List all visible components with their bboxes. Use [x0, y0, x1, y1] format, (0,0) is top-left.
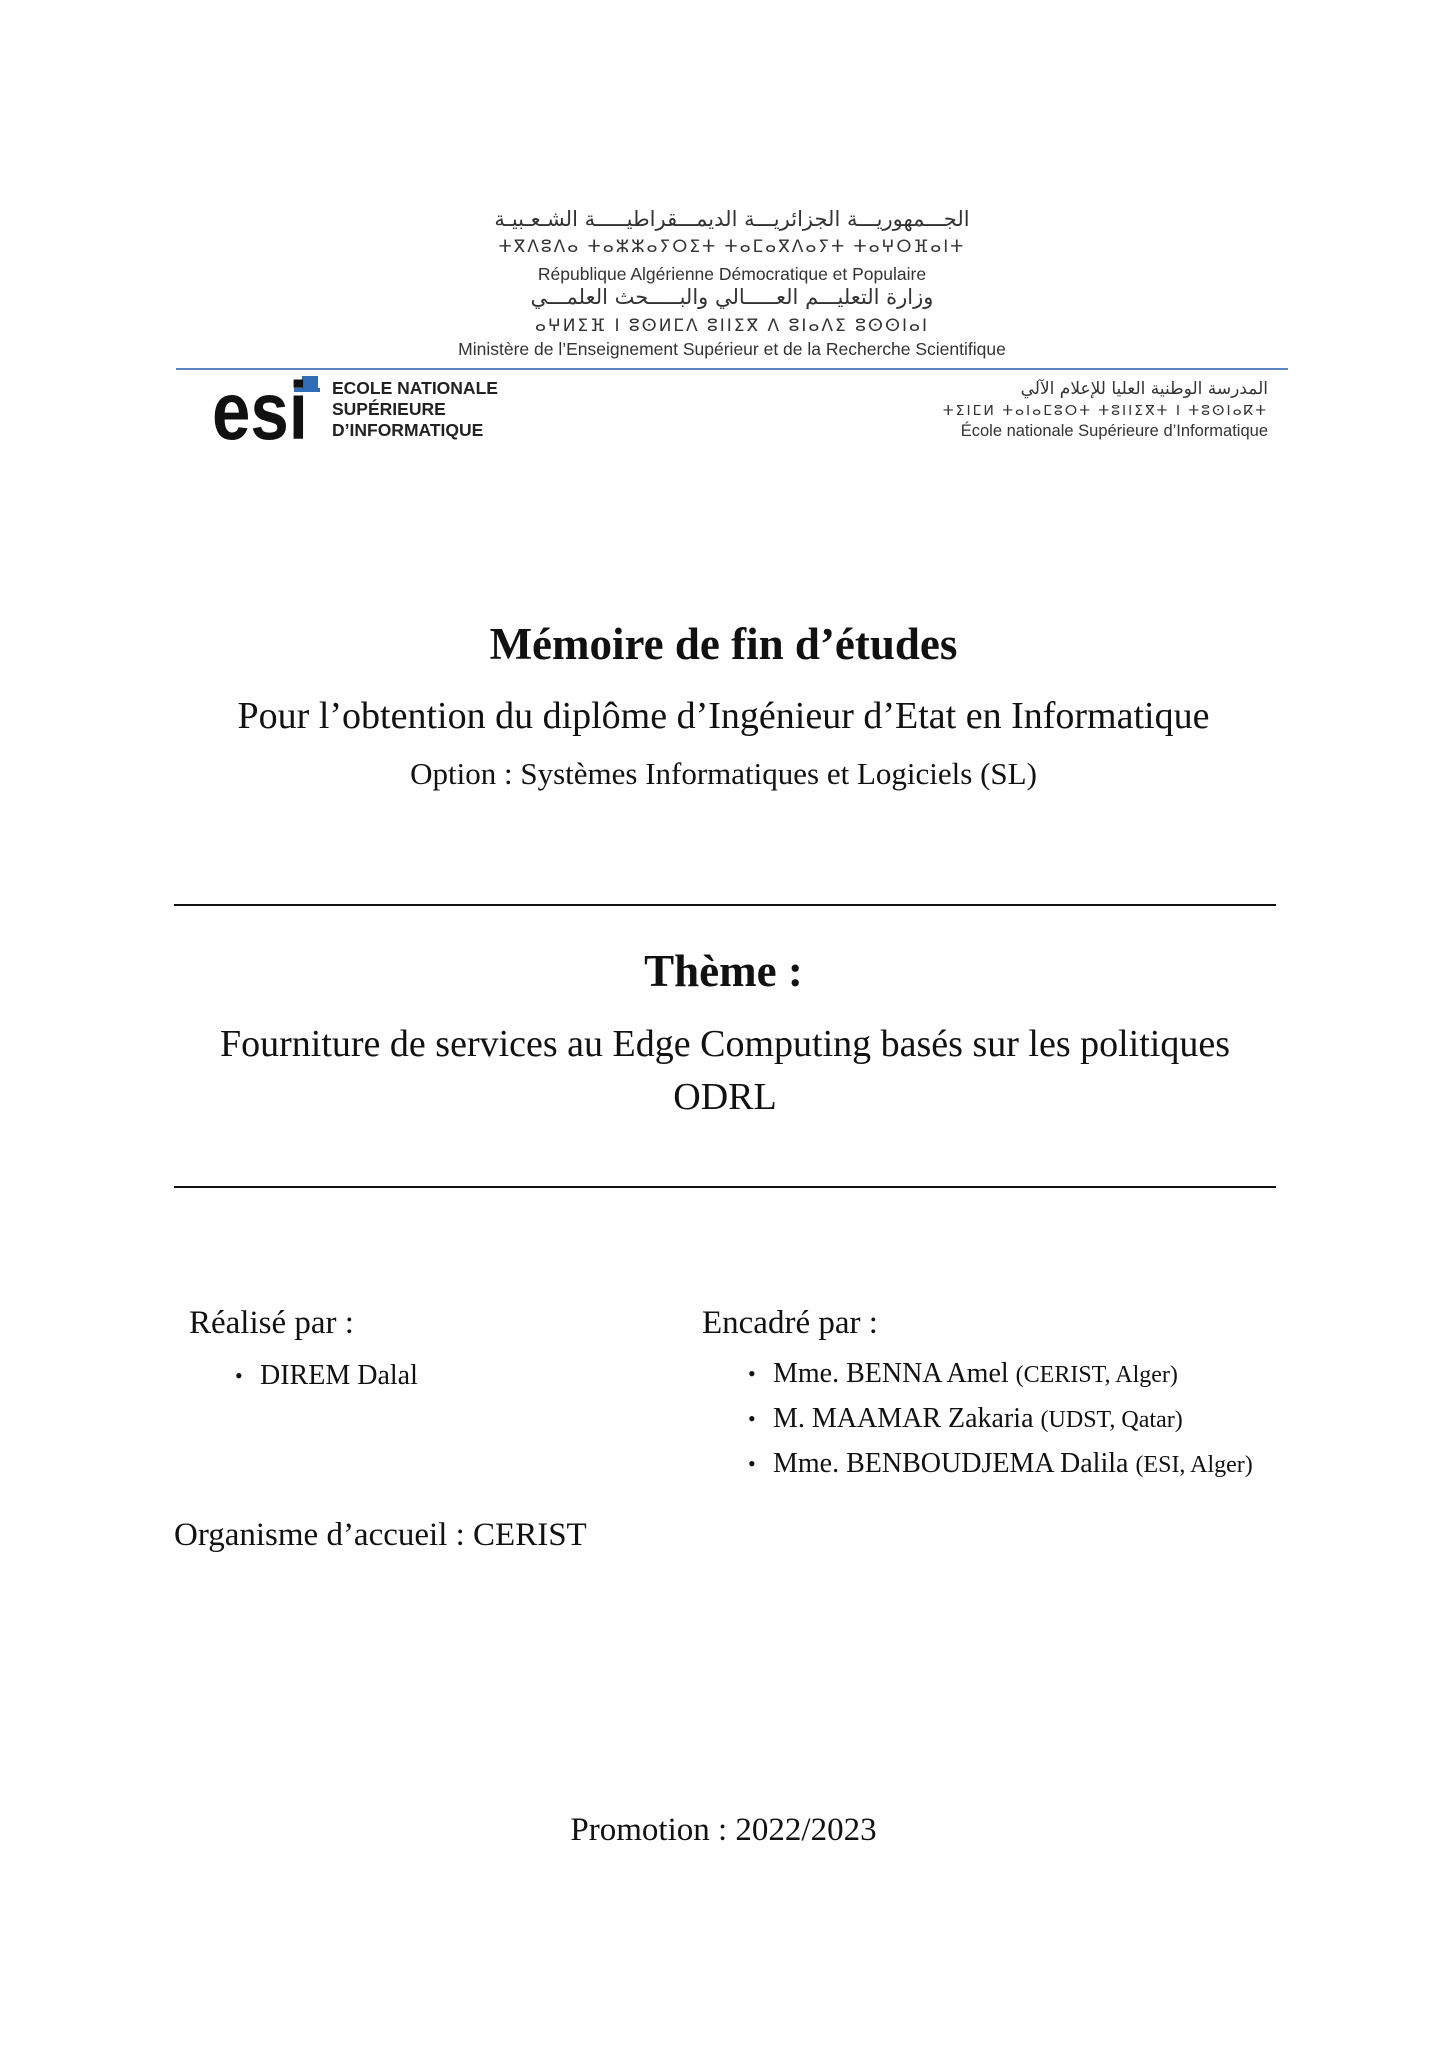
ministry-french: Ministère de l’Enseignement Supérieur et de la Recherche Scientifique: [458, 339, 1006, 359]
school-name-line: D’INFORMATIQUE: [332, 420, 484, 440]
supervisor-affiliation: (ESI, Alger): [1135, 1452, 1253, 1478]
school-name-tifinagh: ⵜⵉⵏⵎⵍ ⵜⴰⵏⴰⵎⵓⵔⵜ ⵜⵓⵏⵏⵉⴳⵜ ⵏ ⵜⵓⵙⵏⴰⴽⵜ: [942, 403, 1268, 419]
supervisor-name: Mme. BENNA Amel: [773, 1358, 1009, 1389]
document-option: Option : Systèmes Informatiques et Logiciels (SL): [410, 756, 1037, 791]
bullet-icon: •: [748, 1451, 756, 1476]
republic-arabic: الجـــمهوريـــة الجزائريـــة الديمـــقراطيـــــة الشـعـبيـة: [494, 207, 970, 231]
list-item: [748, 1397, 1253, 1442]
school-name-multilingual: [943, 377, 1268, 442]
document-subtitle: Pour l’obtention du diplôme d’Ingénieur d’Etat en Informatique: [237, 695, 1210, 737]
school-name-arabic: المدرسة الوطنية العليا للإعلام الآلي: [1020, 379, 1268, 399]
divider-top: [174, 904, 1276, 906]
theme-title: Fourniture de services au Edge Computing basés sur les politiques ODRL: [220, 1023, 1230, 1118]
list-item: [748, 1442, 1253, 1487]
bullet-icon: •: [748, 1361, 756, 1386]
republic-french: République Algérienne Démocratique et Populaire: [537, 264, 927, 284]
esi-logo: [212, 373, 320, 443]
list-item: [235, 1354, 418, 1397]
divider-bottom: [174, 1186, 1276, 1188]
ministry-tifinagh: ⴰⵖⵍⵉⴼ ⵏ ⵓⵙⵍⵎⴷ ⵓⵏⵏⵉⴳ ⴷ ⵓⵏⴰⴷⵉ ⵓⵙⵙⵏⴰⵏ: [534, 316, 930, 336]
supervisor-affiliation: (UDST, Qatar): [1040, 1407, 1183, 1433]
school-name-french: École nationale Supérieure d’Informatique: [960, 422, 1268, 440]
republic-tifinagh: ⵜⴳⴷⵓⴷⴰ ⵜⴰⵣⵣⴰⵢⵔⵉⵜ ⵜⴰⵎⴰⴳⴷⴰⵢⵜ ⵜⴰⵖⵔⴼⴰⵏⵜ: [498, 237, 966, 257]
ministry-arabic: وزارة التعليـــم العـــــالي والبـــــحث العلمـــي: [530, 285, 934, 309]
host-organization: Organisme d’accueil : CERIST: [174, 1517, 587, 1553]
document-title: Mémoire de fin d’études: [489, 619, 958, 669]
list-item: [748, 1352, 1253, 1397]
logo-esi-letters: esi: [212, 373, 308, 443]
author-name: DIREM Dalal: [260, 1360, 418, 1391]
supervisors-list: [748, 1352, 1253, 1487]
theme-label: Thème :: [644, 946, 803, 996]
school-name-line: SUPÉRIEURE: [332, 399, 446, 419]
school-name-line: ECOLE NATIONALE: [332, 378, 498, 398]
supervisor-affiliation: (CERIST, Alger): [1015, 1362, 1178, 1388]
authors-list: [235, 1354, 418, 1397]
header-banner: [174, 205, 1290, 447]
supervisor-name: M. MAAMAR Zakaria: [773, 1403, 1034, 1434]
supervisor-name: Mme. BENBOUDJEMA Dalila: [773, 1448, 1129, 1479]
supervisors-label: Encadré par :: [702, 1305, 878, 1341]
header-divider: [176, 368, 1288, 370]
promotion-year: Promotion : 2022/2023: [570, 1812, 877, 1848]
school-name-french-block: [332, 378, 498, 441]
authors-label: Réalisé par :: [189, 1305, 354, 1341]
bullet-icon: •: [748, 1406, 756, 1431]
bullet-icon: •: [235, 1363, 243, 1388]
